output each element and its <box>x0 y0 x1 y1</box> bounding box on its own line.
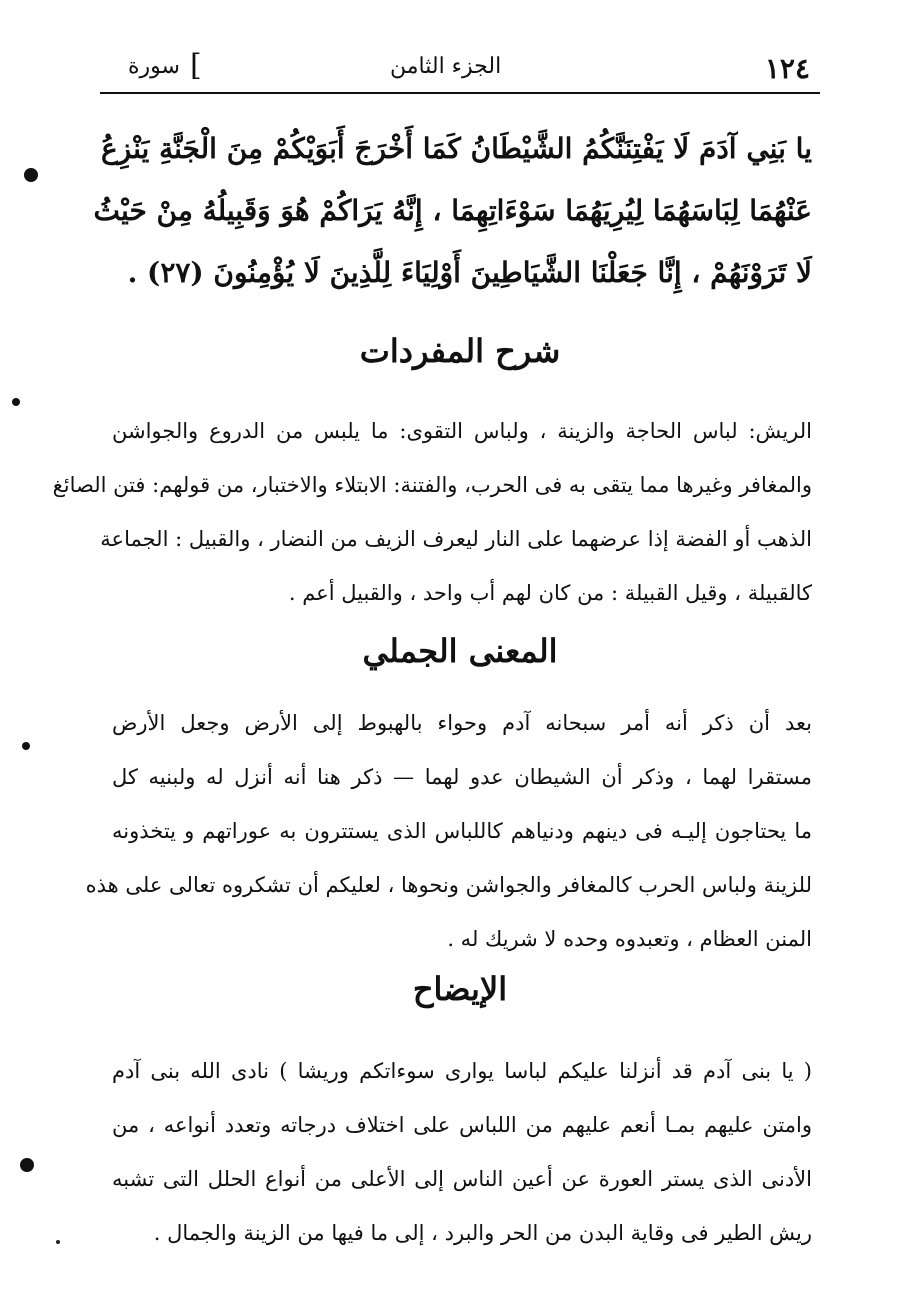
verse-line: لَا تَرَوْنَهُمْ ، إِنَّا جَعَلْنَا الشَّيَاطِينَ أَوْلِيَاءَ لِلَّذِينَ لَا يُؤْمِنُونَ (٢٧) . <box>127 256 812 289</box>
explanation-paragraph <box>112 1044 812 1260</box>
paragraph-line: كالقبيلة ، وقيل القبيلة : من كان لهم أب واحد ، والقبيل أعم . <box>288 581 812 605</box>
margin-mark <box>24 168 38 182</box>
paragraph-line: الأدنى الذى يستر العورة عن أعين الناس إلى الأعلى من أنواع الحلل التى تشبه <box>112 1167 812 1191</box>
paragraph-line: ما يحتاجون إليـه فى دينهم ودنياهم كاللباس الذى يستترون به عوراتهم و يتخذونه <box>112 819 812 843</box>
header-bracket: [ <box>190 48 202 83</box>
paragraph-line: المنن العظام ، وتعبدوه وحده لا شريك له . <box>447 927 812 951</box>
margin-mark <box>12 398 20 406</box>
meaning-heading: المعنى الجملي <box>362 632 558 670</box>
paragraph-line: ( يا بنى آدم قد أنزلنا عليكم لباسا يوارى سوءاتكم وريشا ) نادى الله بنى آدم <box>112 1059 812 1083</box>
verse-line: يا بَنِي آدَمَ لَا يَفْتِنَنَّكُمُ الشَّيْطَانُ كَمَا أَخْرَجَ أَبَوَيْكُمْ مِنَ الْجَنَّةِ يَنْزِعُ <box>100 132 812 165</box>
paragraph-line: مستقرا لهما ، وذكر أن الشيطان عدو لهما — ذكر هنا أنه أنزل له ولبنيه كل <box>112 765 812 789</box>
paragraph-line: والمغافر وغيرها مما يتقى به فى الحرب، والفتنة: الابتلاء والاختبار، من قولهم: فتن الصائغ <box>52 473 812 497</box>
header-rule <box>100 92 820 94</box>
margin-speck <box>56 1240 60 1244</box>
paragraph-line: الذهب أو الفضة إذا عرضهما على النار ليعرف الزيف من النضار ، والقبيل : الجماعة <box>100 527 812 551</box>
paragraph-line: للزينة ولباس الحرب كالمغافر والجواشن ونحوها ، لعليكم أن تشكروه تعالى على هذه <box>85 873 812 897</box>
verse-block <box>93 118 812 304</box>
paragraph-line: بعد أن ذكر أنه أمر سبحانه آدم وحواء بالهبوط إلى الأرض وجعل الأرض <box>112 711 812 735</box>
vocab-heading: شرح المفردات <box>359 332 561 370</box>
page-number: ١٢٤ <box>764 52 810 85</box>
verse-line: عَنْهُمَا لِبَاسَهُمَا لِيُرِيَهُمَا سَوْءَاتِهِمَا ، إِنَّهُ يَرَاكُمْ هُوَ وَقَبِيلُهُ مِنْ حَيْثُ <box>93 194 812 227</box>
vocab-paragraph <box>52 404 812 620</box>
paragraph-line: الريش: لباس الحاجة والزينة ، ولباس التقوى: ما يلبس من الدروع والجواشن <box>112 419 812 443</box>
surah-label: سورة <box>128 54 180 79</box>
page-header <box>100 48 820 94</box>
margin-mark <box>22 742 30 750</box>
meaning-paragraph <box>85 696 812 966</box>
running-title: الجزء الثامن <box>390 54 502 79</box>
paragraph-line: ريش الطير فى وقاية البدن من الحر والبرد ، إلى ما فيها من الزينة والجمال . <box>153 1221 812 1245</box>
margin-mark <box>20 1158 34 1172</box>
paragraph-line: وامتن عليهم بمـا أنعم عليهم من اللباس على اختلاف درجاته وتعدد أنواعه ، من <box>112 1113 812 1137</box>
explanation-heading: الإيضاح <box>412 970 508 1008</box>
